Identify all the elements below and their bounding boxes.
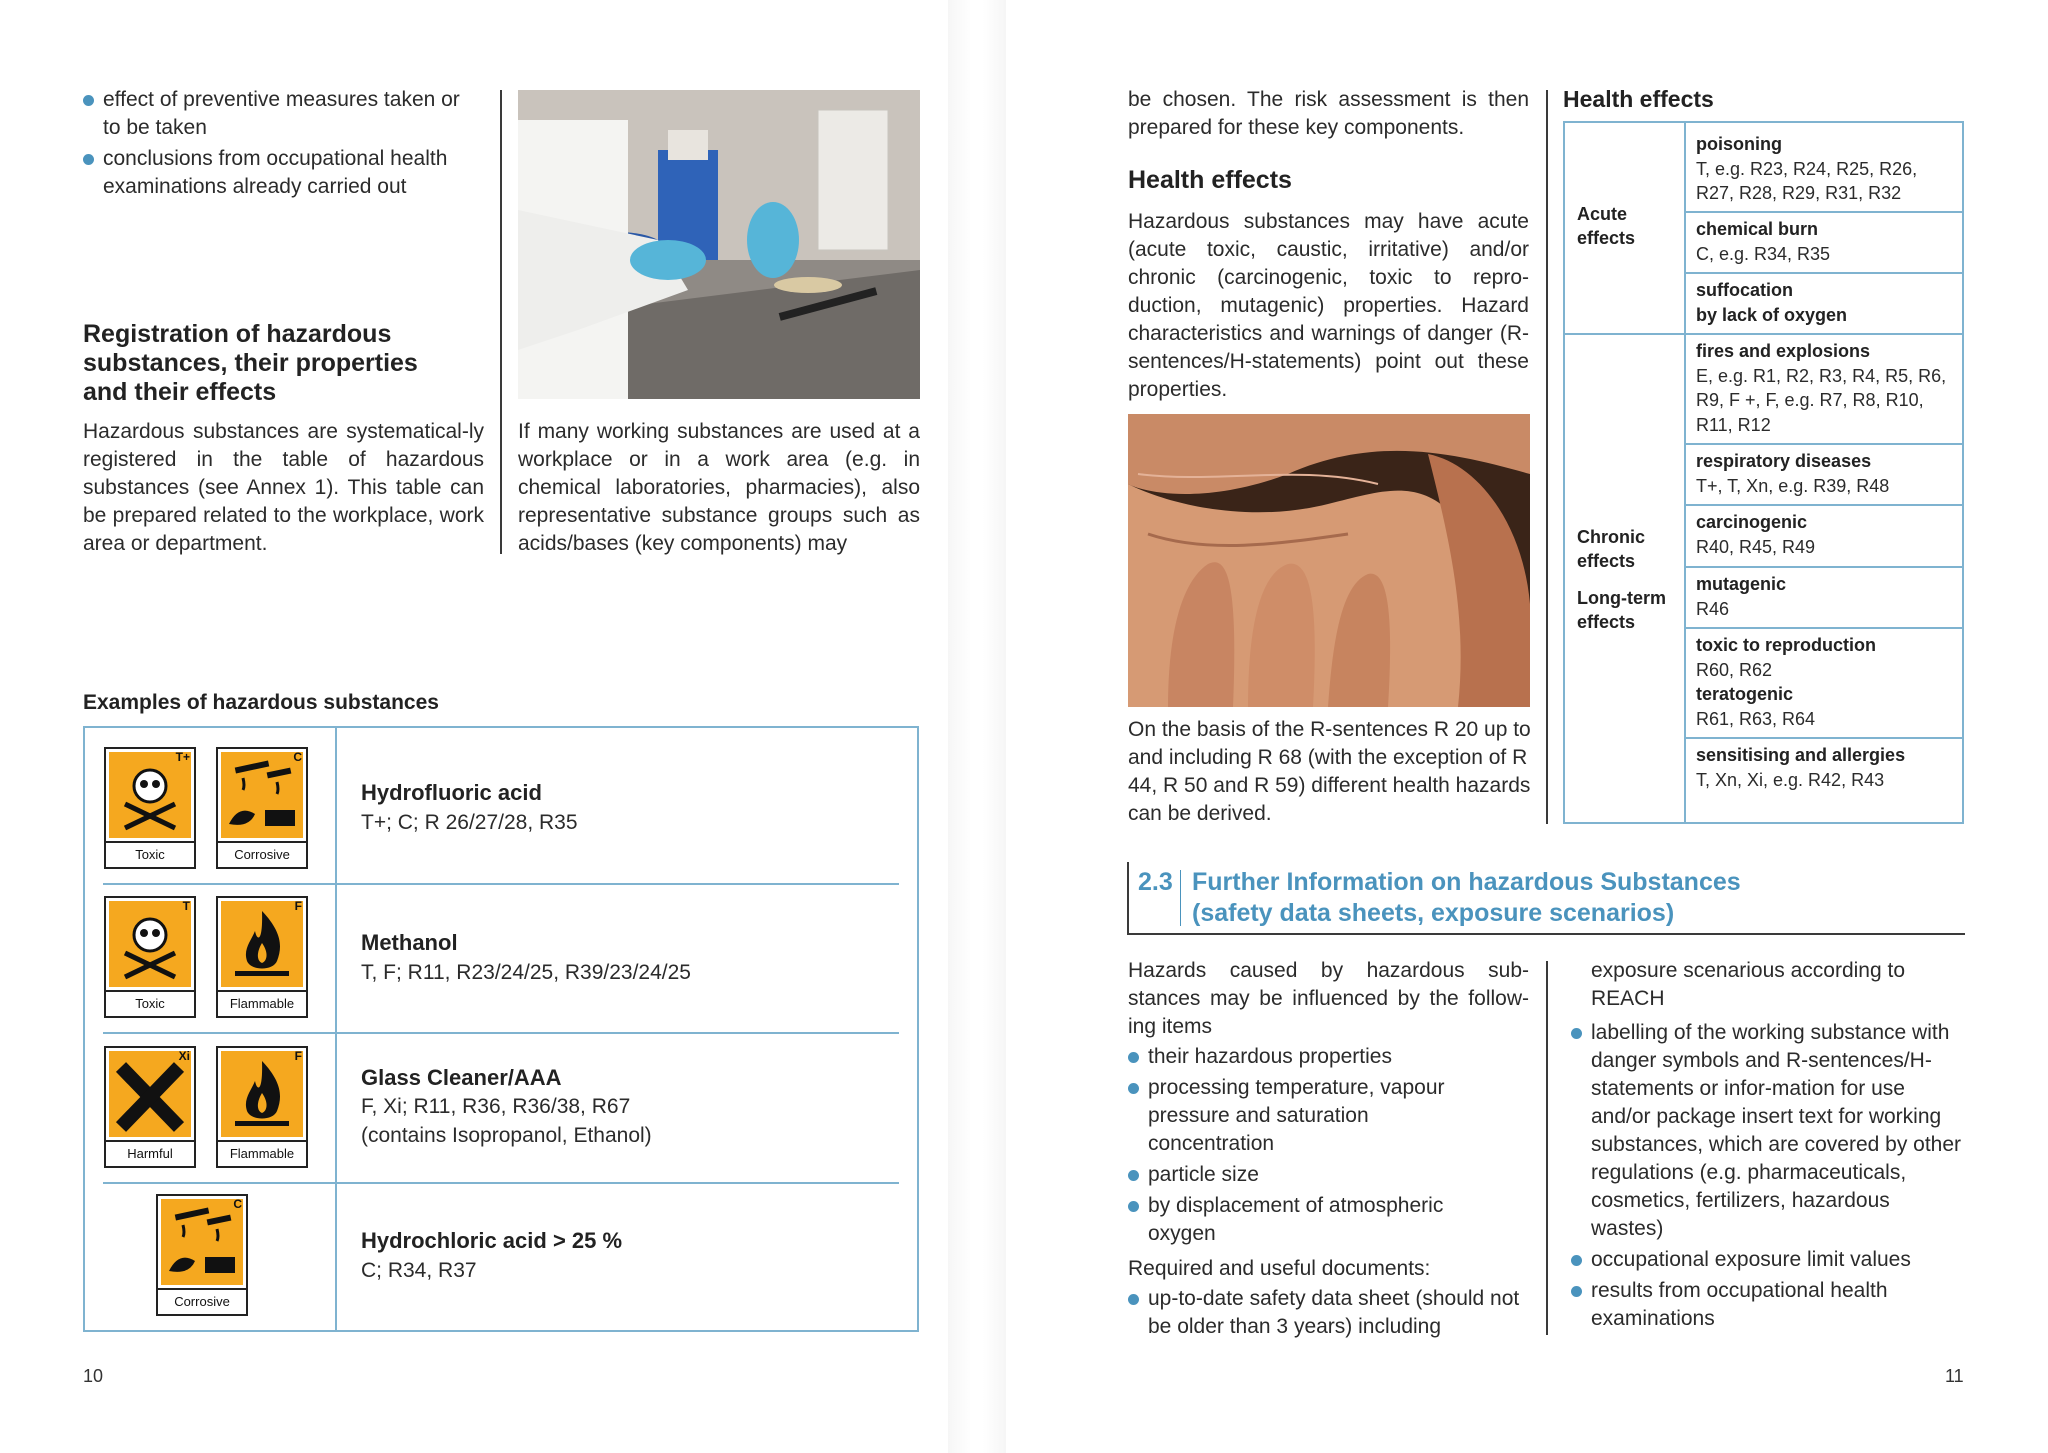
examples-table-divider	[335, 726, 337, 1332]
list-item: effect of preventive measures taken or to be taken	[83, 86, 463, 142]
effect-cell-reproduction: toxic to reproduction R60, R62 teratogenic R61, R63, R64	[1696, 635, 1876, 729]
corrosive-symbol: C Corrosive	[216, 747, 308, 869]
flame-icon	[221, 1051, 303, 1137]
substance-classification: C; R34, R37	[361, 1259, 477, 1282]
hazards-bullet-list	[1128, 1043, 1488, 1251]
health-effects-heading: Health effects	[1128, 166, 1292, 194]
substance-classification: F, Xi; R11, R36, R36/38, R67 (contains Isopropanol, Ethanol)	[361, 1095, 652, 1147]
effect-cell-mutagenic: mutagenic R46	[1696, 574, 1787, 619]
effect-cell-fires-explosions: fires and explosions E, e.g. R1, R2, R3, R4, R5, R6, R9, F +, F, e.g. R7, R8, R10, R11, R12	[1696, 341, 1947, 435]
substance-name: Hydrofluoric acid	[361, 780, 542, 805]
table-row-divider	[1685, 504, 1964, 506]
list-item: particle size	[1128, 1161, 1488, 1189]
top-bullet-list	[83, 86, 463, 204]
chronic-effects-label: Chronic effects	[1577, 527, 1646, 571]
hazards-intro: Hazards caused by hazardous sub-stances may be influenced by the follow-ing items	[1128, 959, 1529, 1038]
book-gutter	[948, 0, 1006, 1453]
health-effects-table-title: Health effects	[1563, 86, 1714, 112]
section-heading-underline	[1127, 933, 1965, 935]
section-number: 2.3	[1138, 868, 1173, 896]
laboratory-photo	[518, 90, 920, 399]
table-row-divider	[103, 1032, 899, 1034]
flammable-symbol: F Flammable	[216, 896, 308, 1018]
harmful-symbol: Xi Harmful	[104, 1046, 196, 1168]
skull-crossbones-icon	[109, 752, 191, 838]
page-number-right: 11	[1945, 1366, 1964, 1386]
corrosive-symbol: C Corrosive	[156, 1194, 248, 1316]
effect-cell-respiratory: respiratory diseases T+, T, Xn, e.g. R39, R48	[1696, 451, 1890, 496]
photo-caption: On the basis of the R-sentences R 20 up to and including R 68 (with the exception of R 44, R 50 and R 59) different health hazards can be derived.	[1128, 718, 1531, 825]
corrosive-icon	[221, 752, 303, 838]
substance-classification: T, F; R11, R23/24/25, R39/23/24/25	[361, 961, 691, 984]
substance-name: Methanol	[361, 930, 458, 955]
required-documents-label: Required and useful documents:	[1128, 1257, 1431, 1280]
list-item: labelling of the working substance with danger symbols and R-sentences/H-statements or infor-mation for use and/or package insert text for working substances, which are covered by other regulations (e.g. pharmaceuticals, cosmetics, fertilizers, hazardous wastes)	[1571, 1019, 1965, 1243]
corrosive-icon	[161, 1199, 243, 1285]
list-item: conclusions from occupational health examinations already carried out	[83, 145, 463, 201]
table-row-divider	[1685, 566, 1964, 568]
health-table-divider	[1684, 121, 1686, 824]
flame-icon	[221, 901, 303, 987]
toxic-symbol: T Toxic	[104, 896, 196, 1018]
table-row-divider	[1685, 211, 1964, 213]
skull-crossbones-icon	[109, 901, 191, 987]
column-divider	[500, 90, 502, 554]
substance-name: Hydrochloric acid > 25 %	[361, 1228, 623, 1253]
list-item: their hazardous properties	[1128, 1043, 1488, 1071]
longterm-effects-label: Long-term effects	[1577, 588, 1666, 632]
table-row-divider	[1685, 627, 1964, 629]
effect-cell-chemical-burn: chemical burn C, e.g. R34, R35	[1696, 219, 1831, 264]
list-item: up-to-date safety data sheet (should not be older than 3 years) including	[1128, 1285, 1528, 1341]
list-item: processing temperature, vapour pressure and saturation concentration	[1128, 1074, 1488, 1158]
table-row-divider	[1685, 443, 1964, 445]
column-divider	[1546, 961, 1548, 1335]
table-row-divider	[103, 1182, 899, 1184]
skin-condition-photo	[1128, 414, 1530, 707]
table-row-divider	[103, 883, 899, 885]
toxic-symbol: T+ Toxic	[104, 747, 196, 869]
section-number-divider	[1180, 870, 1181, 926]
cross-icon	[109, 1051, 191, 1137]
flammable-symbol: F Flammable	[216, 1046, 308, 1168]
substance-name: Glass Cleaner/AAA	[361, 1065, 562, 1090]
effect-cell-sensitising: sensitising and allergies T, Xn, Xi, e.g. R42, R43	[1696, 745, 1906, 790]
section-title: Further Information on hazardous Substances (safety data sheets, exposure scenarios)	[1192, 868, 1741, 927]
table-row-divider	[1685, 737, 1964, 739]
acute-effects-label: Acute effects	[1577, 204, 1636, 248]
effect-cell-suffocation: suffocation by lack of oxygen	[1696, 280, 1848, 325]
list-item: results from occupational health examinations	[1571, 1277, 1965, 1333]
reach-continuation: exposure scenarious according to REACH	[1591, 959, 1906, 1010]
page-number-left: 10	[83, 1366, 104, 1386]
documents-bullet-list	[1128, 1285, 1528, 1344]
examples-title: Examples of hazardous substances	[83, 691, 439, 714]
health-effects-paragraph: Hazardous substances may have acute (acute toxic, caustic, irritative) and/or chronic (carcinogenic, toxic to repro-duction, mutagenic) properties. Hazard characteristics and warnings of danger (R-sentences/H-statements) point out these properties.	[1128, 210, 1529, 401]
key-components-paragraph: If many working substances are used at a workplace or in a work area (e.g. in chemical laboratories, pharmacies), also representative substance groups such as acids/bases (key components) may	[518, 420, 920, 555]
registration-heading: Registration of hazardous substances, their properties and their effects	[83, 320, 418, 406]
registration-paragraph: Hazardous substances are systematical-ly registered in the table of hazardous substances (see Annex 1). This table can be prepared related to the workplace, work area or department.	[83, 420, 484, 555]
effect-cell-poisoning: poisoning T, e.g. R23, R24, R25, R26, R27, R28, R29, R31, R32	[1696, 134, 1918, 203]
table-group-divider	[1563, 333, 1964, 335]
list-item: occupational exposure limit values	[1571, 1246, 1965, 1274]
intro-paragraph: be chosen. The risk assessment is then prepared for these key components.	[1128, 88, 1529, 139]
list-item: by displacement of atmospheric oxygen	[1128, 1192, 1488, 1248]
section-heading-bar	[1127, 862, 1129, 934]
effect-cell-carcinogenic: carcinogenic R40, R45, R49	[1696, 512, 1816, 557]
substance-classification: T+; C; R 26/27/28, R35	[361, 811, 578, 834]
table-row-divider	[1685, 272, 1964, 274]
column-divider	[1546, 90, 1548, 824]
documents-continued-list	[1565, 1019, 1965, 1336]
